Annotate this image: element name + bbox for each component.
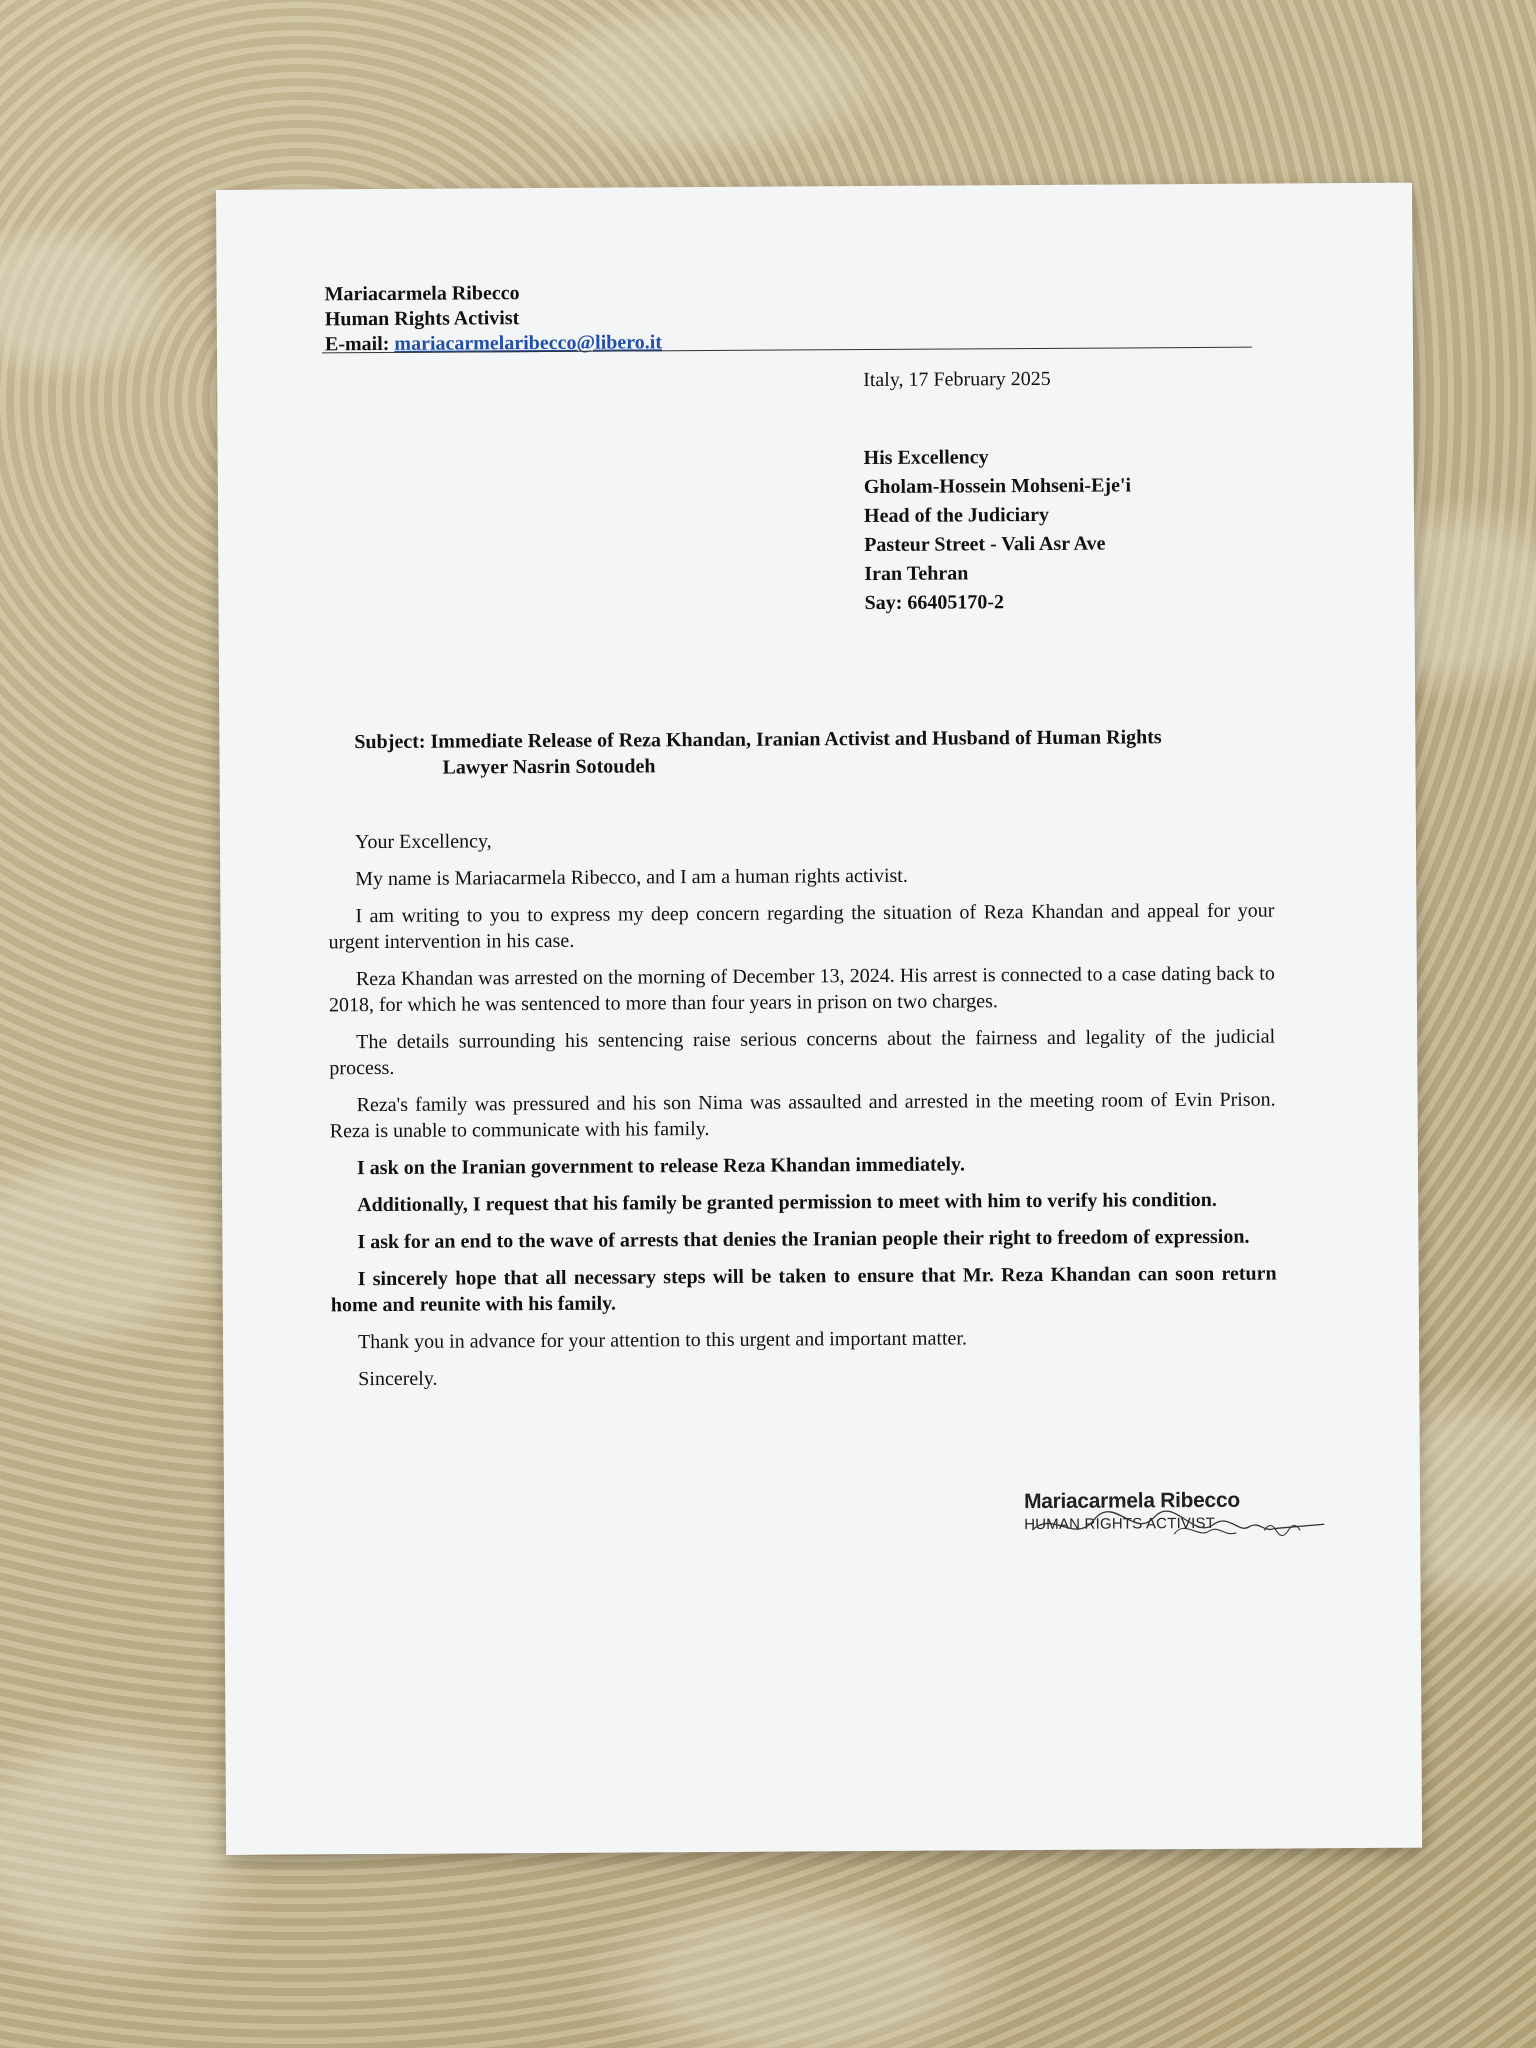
subject-line-1: Immediate Release of Reza Khandan, Iranian Activist and Husband of Human Rights [430, 726, 1162, 753]
letter-date: Italy, 17 February 2025 [863, 367, 1051, 392]
body-paragraph: Reza Khandan was arrested on the morning of December 13, 2024. His arrest is connected to a case dating back to 2018, for which he was sentenced to more than four years in prison on two charges. [328, 962, 1275, 1017]
body-paragraph-bold: I ask on the Iranian government to release Reza Khandan immediately. [356, 1153, 965, 1180]
body-paragraph: I am writing to you to express my deep concern regarding the situation of Reza Khandan and appeal for your urgent intervention in his case. [328, 899, 1275, 954]
recipient-block [864, 442, 1132, 618]
sender-name: Mariacarmela Ribecco [324, 282, 520, 306]
handwritten-signature-icon [1024, 1488, 1344, 1570]
sender-email-line [325, 330, 662, 357]
closing: Sincerely. [358, 1367, 438, 1391]
email-link[interactable]: mariacarmelaribecco@libero.it [394, 331, 663, 355]
body-paragraph-bold: I ask for an end to the wave of arrests that denies the Iranian people their right to freedom of expression. [357, 1225, 1250, 1254]
body-paragraph: Thank you in advance for your attention to this urgent and important matter. [357, 1327, 968, 1354]
sender-role: Human Rights Activist [324, 307, 520, 331]
body-paragraph-bold: I sincerely hope that all necessary steps will be taken to ensure that Mr. Reza Khandan can soon return home and reunite with his family. [330, 1262, 1277, 1317]
sender-block [325, 280, 662, 357]
stamp-name: Mariacarmela Ribecco [1023, 1488, 1240, 1514]
letter-body [328, 824, 1277, 1404]
body-paragraph-bold: Additionally, I request that his family be granted permission to meet with him to verify his condition. [357, 1188, 1217, 1217]
salutation: Your Excellency, [354, 830, 492, 854]
body-paragraph: Reza's family was pressured and his son Nima was assaulted and arrested in the meeting room of Evin Prison. Reza is unable to communicate with his family. [329, 1088, 1276, 1143]
body-paragraph: My name is Mariacarmela Ribecco, and I am a human rights activist. [355, 864, 908, 891]
recipient-line: Gholam-Hossein Mohseni-Eje'i [863, 474, 1132, 499]
recipient-line: Iran Tehran [864, 562, 969, 586]
stamp-role: HUMAN RIGHTS ACTIVIST [1024, 1514, 1216, 1534]
recipient-line: Pasteur Street - Vali Asr Ave [864, 532, 1106, 557]
body-paragraph: The details surrounding his sentencing raise serious concerns about the fairness and legality of the judicial process. [329, 1025, 1276, 1080]
recipient-line: Say: 66405170-2 [864, 591, 1005, 615]
signature-stamp [1024, 1488, 1344, 1570]
recipient-line: His Excellency [863, 446, 989, 470]
subject-label: Subject: [354, 730, 426, 754]
subject-block [354, 724, 1254, 781]
recipient-line: Head of the Judiciary [863, 503, 1050, 528]
letter-page [216, 183, 1422, 1855]
email-label: E-mail: [324, 332, 390, 356]
subject-line-2: Lawyer Nasrin Sotoudeh [442, 755, 656, 779]
